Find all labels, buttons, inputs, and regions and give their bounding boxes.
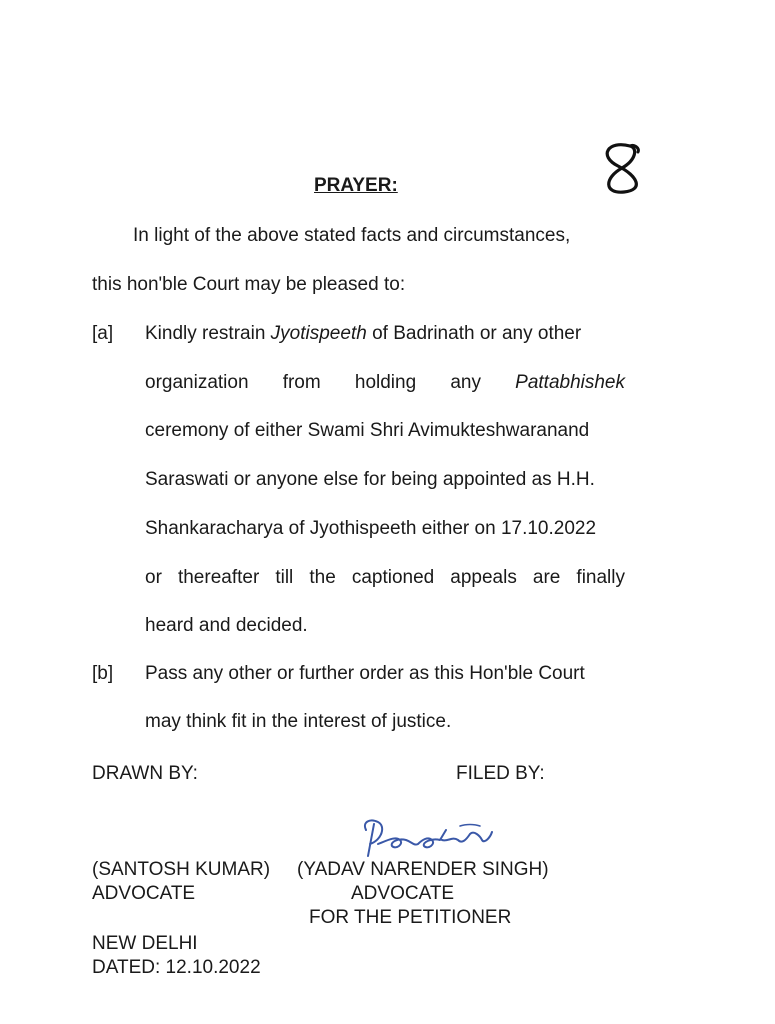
drawn-by-label: DRAWN BY: bbox=[92, 763, 198, 784]
item-a-line-5: Shankaracharya of Jyothispeeth either on 17.10.2022 bbox=[145, 518, 597, 539]
item-a-line-1: Kindly restrain Jyotispeeth of Badrinath or any other bbox=[145, 323, 582, 344]
intro-line-2: this hon'ble Court may be pleased to: bbox=[92, 274, 406, 295]
item-a-line-6: or thereafter till the captioned appeals are finally bbox=[145, 567, 625, 588]
item-a-line-3: ceremony of either Swami Shri Avimukteshwaranand bbox=[145, 420, 590, 441]
intro-line-1: In light of the above stated facts and circumstances, bbox=[133, 225, 571, 246]
item-b-line-1: Pass any other or further order as this Hon'ble Court bbox=[145, 663, 585, 684]
right-signatory-name: (YADAV NARENDER SINGH) bbox=[297, 859, 549, 880]
filed-by-label: FILED BY: bbox=[456, 763, 545, 784]
item-a-line-2: organization from holding any Pattabhishek bbox=[145, 372, 625, 393]
right-signatory-for: FOR THE PETITIONER bbox=[309, 907, 512, 928]
left-signatory-role: ADVOCATE bbox=[92, 883, 196, 904]
item-a-line-4: Saraswati or anyone else for being appointed as H.H. bbox=[145, 469, 595, 490]
item-b-line-2: may think fit in the interest of justice. bbox=[145, 711, 452, 732]
item-a-marker: [a] bbox=[92, 323, 114, 344]
signature-icon bbox=[356, 810, 496, 862]
dated-label: DATED: 12.10.2022 bbox=[92, 957, 261, 978]
item-b-marker: [b] bbox=[92, 663, 114, 684]
page-number-handwritten bbox=[588, 138, 660, 198]
left-signatory-name: (SANTOSH KUMAR) bbox=[92, 859, 271, 880]
right-signatory-role: ADVOCATE bbox=[351, 883, 455, 904]
handwritten-eight-icon bbox=[588, 138, 660, 198]
advocate-signature bbox=[356, 810, 496, 862]
item-a-line-7: heard and decided. bbox=[145, 615, 308, 636]
place-label: NEW DELHI bbox=[92, 933, 198, 954]
prayer-heading: PRAYER: bbox=[314, 175, 398, 196]
